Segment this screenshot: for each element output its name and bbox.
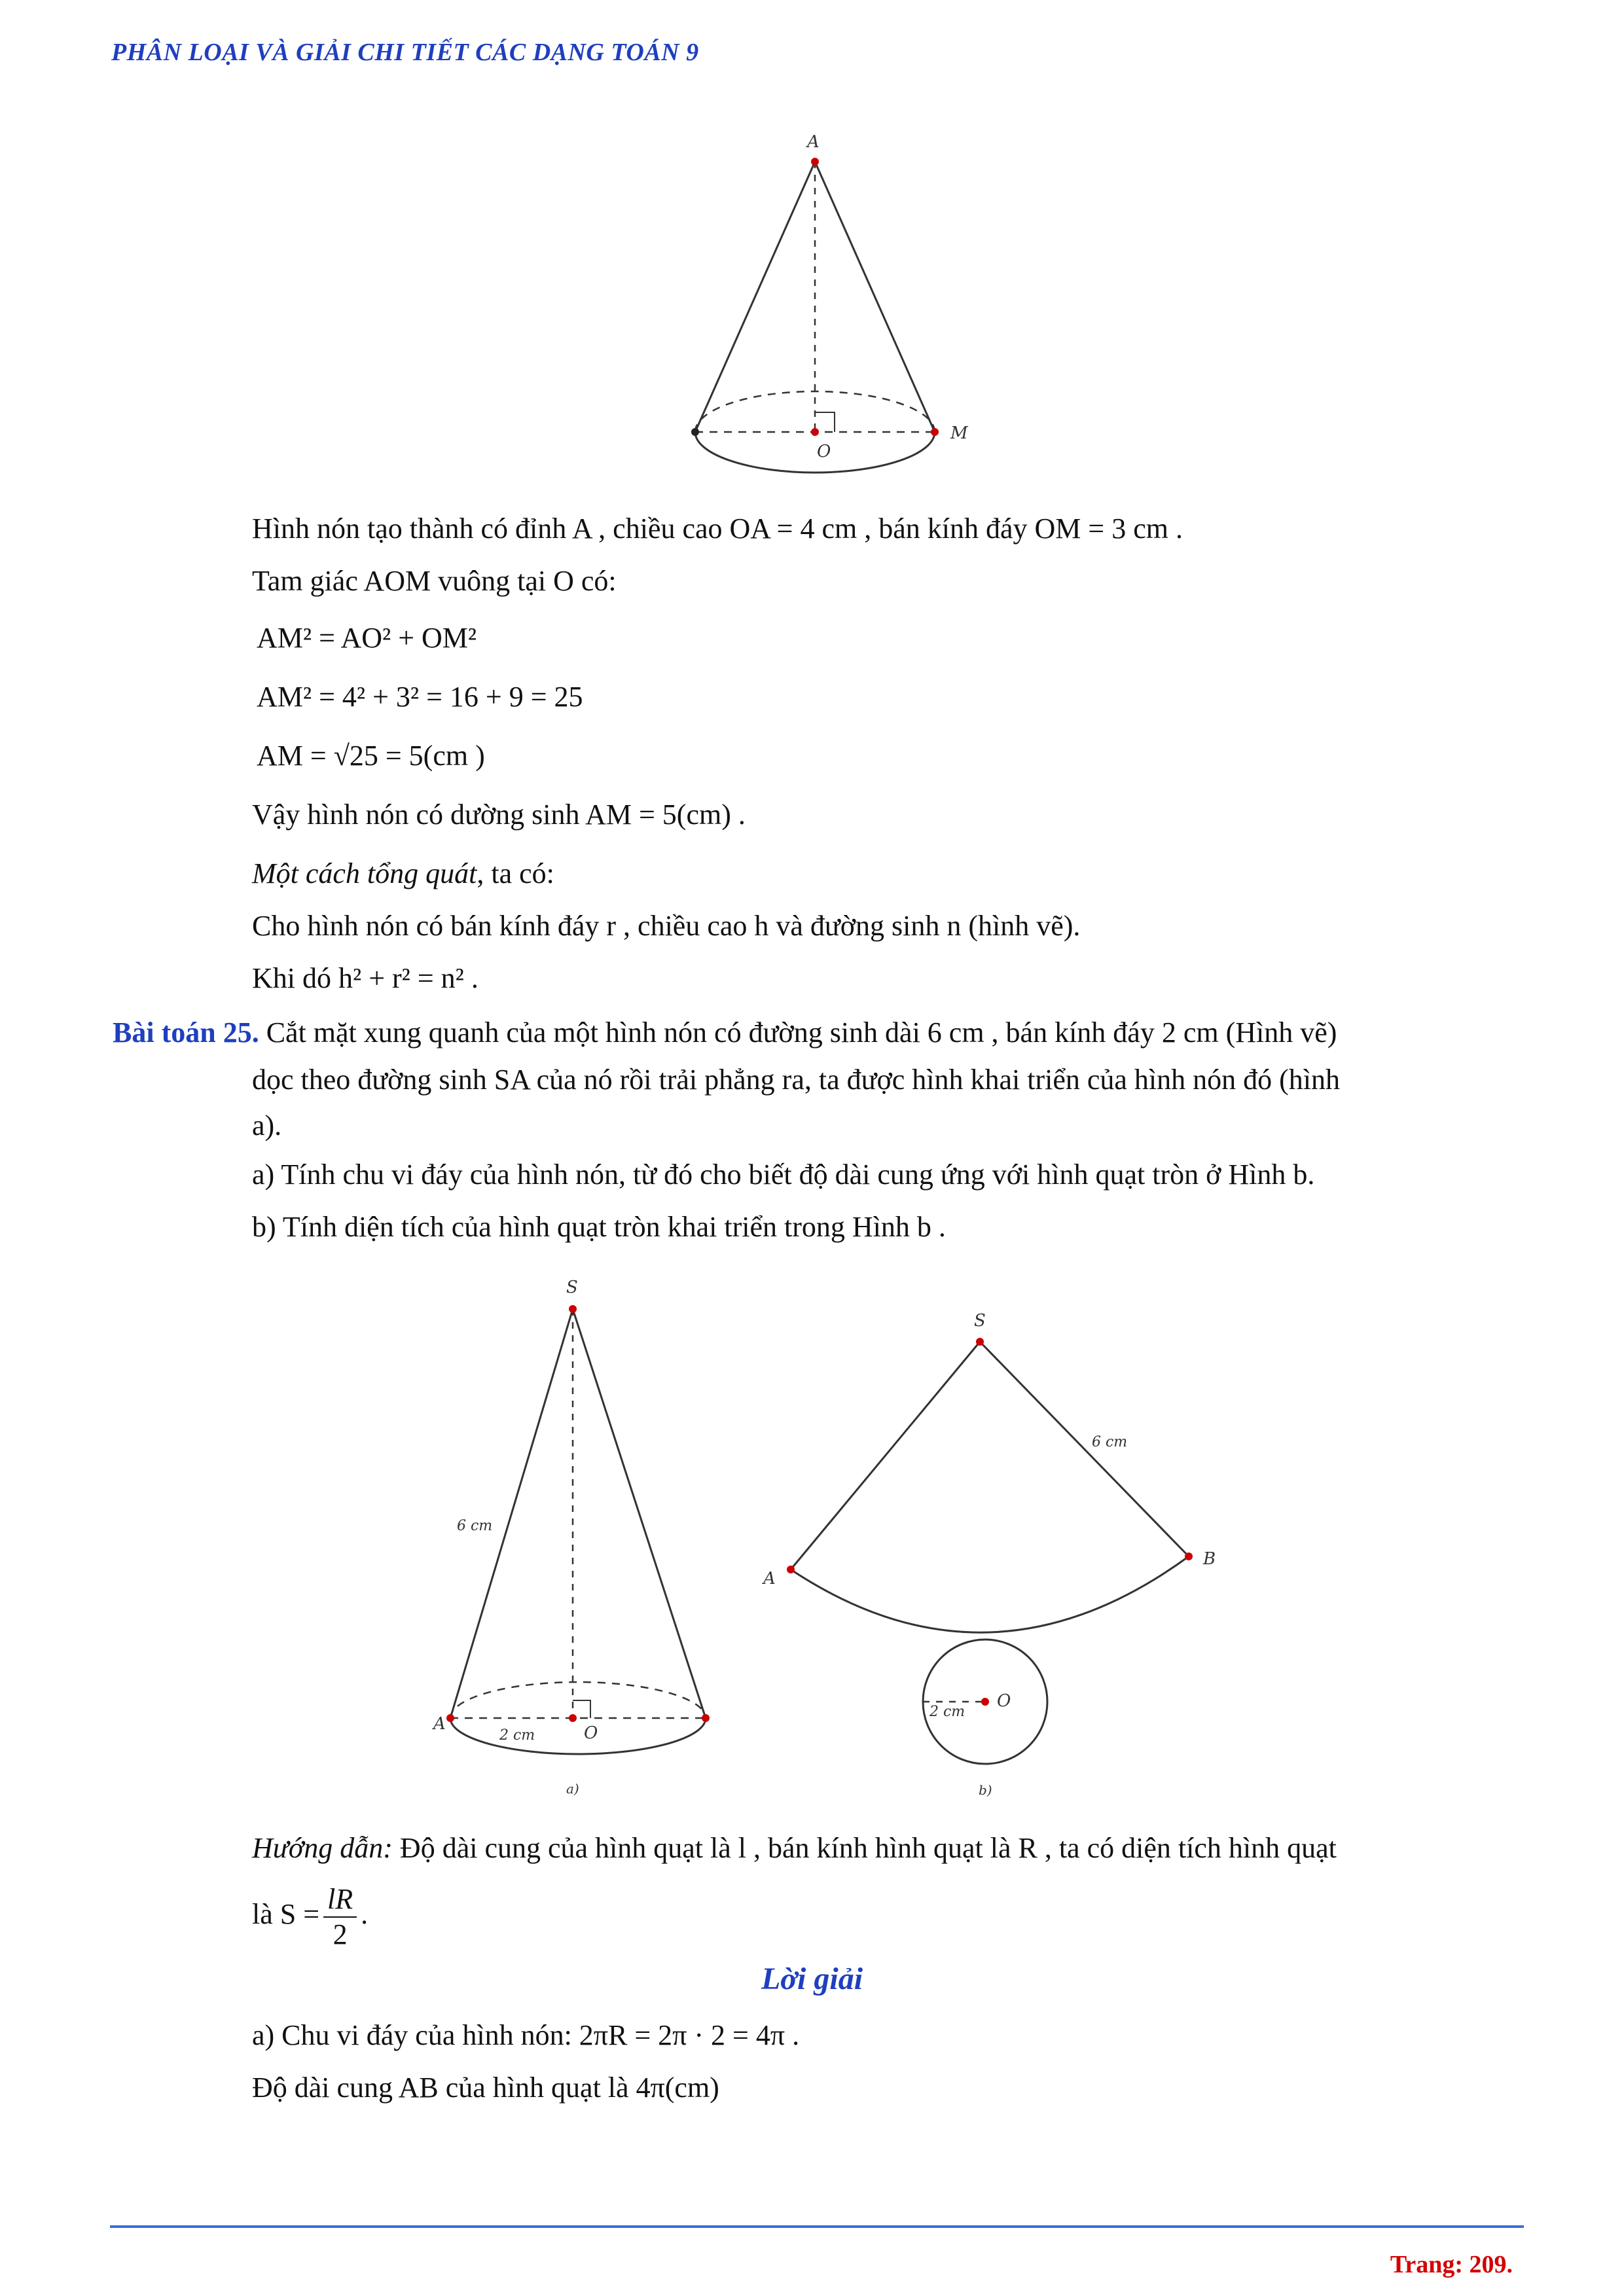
sector-point-b: [1185, 1552, 1193, 1560]
cone2-base-front: [450, 1718, 706, 1754]
sector-point-a: [787, 1566, 795, 1573]
general-formula: Khi dó h² + r² = n² .: [252, 962, 478, 994]
cone2-label-o: O: [584, 1723, 598, 1743]
hint-formula-lead: là S =: [252, 1898, 320, 1930]
sector-caption: b): [979, 1782, 992, 1798]
cone2-label-a: A: [433, 1714, 446, 1734]
problem-25-line-1: [113, 1013, 1337, 1052]
hint-label: Hướng dẫn:: [252, 1832, 393, 1864]
pythagoras-eq-1: AM² = AO² + OM²: [257, 622, 477, 654]
footer-divider: [110, 2225, 1524, 2228]
cone1-point-a: [811, 158, 819, 166]
cone-figure-1: [674, 124, 1015, 478]
problem-25-line-3: a).: [252, 1109, 282, 1141]
sector-radius-left: [791, 1342, 980, 1570]
cone-description: Hình nón tạo thành có đỉnh A , chiều cao OA = 4 cm , bán kính đáy OM = 3 cm .: [252, 512, 1183, 545]
cone2-slant-right: [573, 1309, 706, 1718]
cone1-base-front: [695, 432, 935, 473]
general-case-statement: Cho hình nón có bán kính đáy r , chiều cao h và đường sinh n (hình vẽ).: [252, 910, 1081, 942]
general-case-italic: Một cách tổng quát: [252, 857, 477, 889]
cone1-label-m: M: [950, 423, 968, 443]
problem-25-line-2: dọc theo đường sinh SA của nó rồi trải phẳng ra, ta được hình khai triển của hình nón đó (hình: [252, 1064, 1341, 1096]
circle-label-radius: 2 cm: [929, 1704, 965, 1720]
cone2-point-s: [569, 1305, 577, 1313]
solution-line-2: Độ dài cung AB của hình quạt là 4π(cm): [252, 2072, 719, 2104]
hint-formula: [252, 1878, 368, 1952]
hint-text: Độ dài cung của hình quạt là l , bán kính hình quạt là R , ta có diện tích hình quạt: [392, 1832, 1337, 1864]
hint-line: [252, 1829, 1337, 1868]
pythagoras-eq-2: AM² = 4² + 3² = 16 + 9 = 25: [257, 681, 583, 713]
cone1-label-a: A: [807, 132, 820, 152]
cone2-point-o: [569, 1714, 577, 1722]
cone2-label-length: 6 cm: [457, 1518, 493, 1534]
problem-25-part-b: b) Tính diện tích của hình quạt tròn khai triển trong Hình b .: [252, 1211, 946, 1243]
sector-label-b: B: [1203, 1549, 1216, 1569]
cone1-right-angle: [815, 412, 835, 432]
cone1-label-o: O: [817, 442, 831, 461]
cone2-slant-left: [450, 1309, 573, 1718]
pythagoras-eq-3: AM = √25 = 5(cm ): [257, 740, 485, 772]
cone2-label-radius: 2 cm: [499, 1727, 535, 1744]
sector-label-o: O: [997, 1691, 1011, 1711]
cone2-point-right: [702, 1714, 710, 1722]
fraction-denominator: 2: [333, 1918, 348, 1950]
sector-label-s: S: [974, 1311, 986, 1331]
solution-title: Lời giải: [761, 1962, 863, 1996]
cone2-caption: a): [566, 1781, 579, 1797]
problem-25-text-1: Cắt mặt xung quanh của một hình nón có đường sinh dài 6 cm , bán kính đáy 2 cm (Hình vẽ): [259, 1016, 1337, 1049]
page-number: Trang: 209.: [1390, 2251, 1513, 2278]
cone1-point-m: [931, 428, 939, 436]
general-case-intro: [252, 854, 554, 893]
triangle-statement: Tam giác AOM vuông tại O có:: [252, 565, 617, 597]
slant-height-result: Vậy hình nón có dường sinh AM = 5(cm) .: [252, 798, 746, 831]
sector-label-length: 6 cm: [1092, 1434, 1128, 1450]
cone1-point-o: [811, 428, 819, 436]
problem-25-label: Bài toán 25.: [113, 1016, 259, 1049]
sector-arc: [791, 1556, 1189, 1632]
fraction-numerator: lR: [323, 1882, 357, 1918]
sector-figure-b: [753, 1296, 1250, 1806]
page-header: PHÂN LOẠI VÀ GIẢI CHI TIẾT CÁC DẠNG TOÁN 9: [111, 39, 699, 66]
cone1-point-left: [691, 428, 699, 436]
general-case-rest: , ta có:: [477, 857, 554, 889]
cone2-label-s: S: [566, 1278, 578, 1297]
sector-area-fraction: [323, 1882, 357, 1952]
cone-figure-a: [432, 1263, 759, 1800]
hint-formula-end: .: [361, 1898, 369, 1930]
solution-line-1: a) Chu vi đáy của hình nón: 2πR = 2π · 2 = 4π .: [252, 2019, 800, 2051]
sector-label-a: A: [763, 1569, 776, 1588]
sector-radius-right: [980, 1342, 1189, 1556]
sector-point-s: [976, 1338, 984, 1346]
base-circle-center: [981, 1698, 989, 1706]
cone2-point-a: [446, 1714, 454, 1722]
problem-25-part-a: a) Tính chu vi đáy của hình nón, từ đó cho biết độ dài cung ứng với hình quạt tròn ở Hình b.: [252, 1158, 1315, 1191]
